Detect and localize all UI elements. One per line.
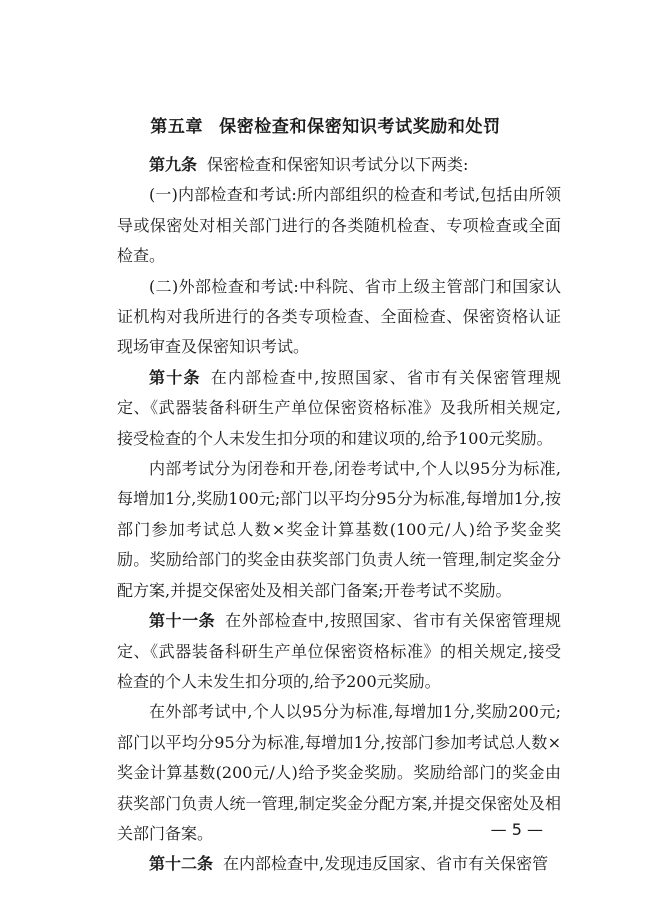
article-label: 第十条	[149, 367, 201, 387]
article-label: 第十二条	[149, 854, 214, 874]
paragraph-text: 内部考试分为闭卷和开卷,闭卷考试中,个人以95分为标准,每增加1分,奖励100元;部门以平均分95分为标准,每增加1分,按部门参加考试总人数×奖金计算基数(100元/人)给予奖金奖励。奖励给部门的奖金由获奖部门负责人统一管理,制定奖金分配方案,并提交保密处及相关部门备案;开卷考试不奖励。	[117, 459, 561, 600]
paragraph	[117, 180, 561, 271]
paragraph	[117, 454, 561, 606]
paragraph	[117, 606, 561, 697]
article-label: 第九条	[149, 155, 198, 174]
paragraph-text: (二)外部检查和考试:中科院、省市上级主管部门和国家认证机构对我所进行的各类专项检查、全面检查、保密资格认证现场审查及保密知识考试。	[117, 276, 561, 357]
page-number	[0, 820, 651, 839]
paragraph-text: 在内部检查中,发现违反国家、省市有关保密管	[223, 854, 549, 874]
paragraph-text: 在内部检查中,按照国家、省市有关保密管理规定、《武器装备科研生产单位保密资格标准》及我所相关规定,接受检查的个人未发生扣分项的和建议项的,给予100元奖励。	[117, 367, 561, 448]
paragraph	[117, 272, 561, 363]
paragraph-text: 在外部考试中,个人以95分为标准,每增加1分,奖励200元;部门以平均分95分为标准,每增加1分,按部门参加考试总人数×奖金计算基数(200元/人)给予奖金奖励。奖励给部门的奖金由获奖部门负责人统一管理,制定奖金分配方案,并提交保密处及相关部门备案。	[117, 702, 561, 843]
chapter-heading	[0, 112, 651, 137]
chapter-label: 第五章	[150, 117, 204, 137]
paragraph	[117, 150, 561, 180]
paragraph	[117, 849, 561, 879]
paragraph	[117, 363, 561, 454]
page-number-text: — 5 —	[490, 820, 543, 839]
article-label: 第十一条	[149, 611, 216, 631]
paragraph-text: 保密检查和保密知识考试分以下两类:	[207, 155, 469, 174]
document-body	[117, 150, 561, 880]
paragraph-text: (一)内部检查和考试:所内部组织的检查和考试,包括由所领导或保密处对相关部门进行的各类随机检查、专项检查或全面检查。	[117, 185, 561, 266]
chapter-title: 保密检查和保密知识考试奖励和处罚	[219, 117, 501, 137]
paragraph-text: 在外部检查中,按照国家、省市有关保密管理规定、《武器装备科研生产单位保密资格标准》的相关规定,接受检查的个人未发生扣分项的,给予200元奖励。	[117, 611, 561, 691]
